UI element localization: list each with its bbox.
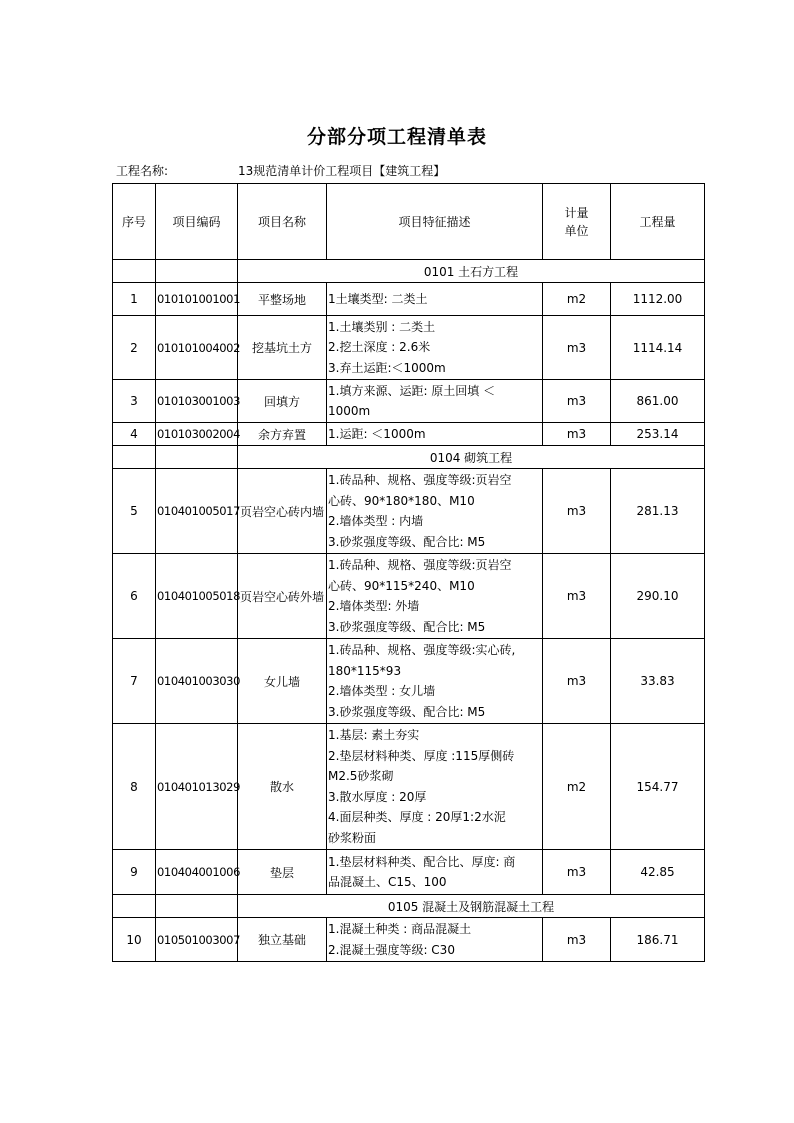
header-unit-line1: 计量 [564,205,589,220]
section-row [113,260,705,283]
desc-line: 4.面层种类、厚度 : 20厚1:2水泥 [328,810,506,824]
section-empty-seq [113,260,156,283]
bill-body [113,260,705,962]
desc-line: 心砖、90*115*240、M10 [328,578,475,593]
page-title: 分部分项工程清单表 [306,126,487,148]
row-unit: m3 [543,316,611,380]
header-seq: 序号 [113,184,156,260]
row-unit: m3 [543,380,611,423]
table-row [113,423,705,446]
table-row [113,283,705,316]
row-code: 010404001006 [156,850,238,895]
row-seq: 7 [113,639,156,724]
section-row [113,446,705,469]
row-code: 010401003030 [156,639,238,724]
row-desc [327,283,543,316]
row-seq: 8 [113,724,156,850]
table-row [113,380,705,423]
row-unit: m3 [543,639,611,724]
row-code: 010103002004 [156,423,238,446]
header-code: 项目编码 [156,184,238,260]
table-row [113,554,705,639]
section-empty-code [156,260,238,283]
row-name: 平整场地 [238,283,327,316]
row-qty: 33.83 [611,639,705,724]
desc-line: 2.混凝土强度等级: C30 [328,942,455,957]
desc-line: 3.弃土运距:＜1000m [328,360,446,375]
project-line [116,162,445,179]
row-seq: 1 [113,283,156,316]
row-name: 独立基础 [238,918,327,962]
row-desc [327,850,543,895]
section-empty-seq [113,895,156,918]
header-name: 项目名称 [238,184,327,260]
desc-line: 2.垫层材料种类、厚度 :115厚侧砖 [328,748,515,763]
row-name: 女儿墙 [238,639,327,724]
section-empty-code [156,895,238,918]
row-seq: 2 [113,316,156,380]
header-row [113,184,705,260]
row-qty: 861.00 [611,380,705,423]
table-row [113,639,705,724]
desc-line: 1000m [328,404,371,418]
row-qty: 42.85 [611,850,705,895]
header-unit-line2: 单位 [564,223,589,238]
row-name: 页岩空心砖内墙 [238,469,327,554]
desc-line: 1.垫层材料种类、配合比、厚度: 商 [328,854,516,869]
row-unit: m3 [543,850,611,895]
desc-line: 1.混凝土种类 : 商品混凝土 [328,922,472,936]
desc-line: 2.挖土深度 : 2.6米 [328,340,431,355]
row-code: 010401005017 [156,469,238,554]
row-code: 010101001001 [156,283,238,316]
row-seq: 4 [113,423,156,446]
bill-table [112,183,705,962]
row-code: 010401013029 [156,724,238,850]
row-code: 010401005018 [156,554,238,639]
desc-line: 1.砖品种、规格、强度等级:页岩空 [328,473,512,487]
row-qty: 154.77 [611,724,705,850]
row-desc [327,639,543,724]
row-name: 页岩空心砖外墙 [238,554,327,639]
project-name-value: 13规范清单计价工程项目【建筑工程】 [238,164,446,178]
desc-line: 1.运距: ＜1000m [328,426,426,441]
desc-line: 1.填方来源、运距: 原土回填 ＜ [328,383,496,398]
desc-line: 品混凝土、C15、100 [328,875,447,889]
desc-line: 2.墙体类型: 外墙 [328,599,420,613]
row-name: 垫层 [238,850,327,895]
desc-line: M2.5砂浆砌 [328,769,394,783]
row-seq: 6 [113,554,156,639]
row-seq: 10 [113,918,156,962]
row-unit: m3 [543,469,611,554]
row-name: 回填方 [238,380,327,423]
row-name: 散水 [238,724,327,850]
row-code: 010103001003 [156,380,238,423]
row-desc [327,423,543,446]
row-code: 010501003007 [156,918,238,962]
row-desc [327,724,543,850]
desc-line: 2.墙体类型 : 女儿墙 [328,684,436,698]
desc-line: 砂浆粉面 [328,830,377,845]
row-qty: 1112.00 [611,283,705,316]
desc-line: 1.土壤类别 : 二类土 [328,319,436,334]
project-name-label: 工程名称: [116,164,169,178]
row-desc [327,918,543,962]
desc-line: 180*115*93 [328,663,402,678]
row-unit: m3 [543,918,611,962]
header-unit [543,184,611,260]
row-qty: 186.71 [611,918,705,962]
section-title: 0105 混凝土及钢筋混凝土工程 [238,895,705,918]
desc-line: 1土壤类型: 二类土 [328,291,428,306]
table-row [113,316,705,380]
desc-line: 心砖、90*180*180、M10 [328,493,475,508]
desc-line: 2.墙体类型 : 内墙 [328,514,424,528]
section-title: 0101 土石方工程 [238,260,705,283]
section-empty-seq [113,446,156,469]
section-title: 0104 砌筑工程 [238,446,705,469]
row-name: 余方弃置 [238,423,327,446]
row-unit: m2 [543,283,611,316]
desc-line: 1.砖品种、规格、强度等级:实心砖, [328,643,516,657]
desc-line: 3.砂浆强度等级、配合比: M5 [328,534,486,549]
desc-line: 3.砂浆强度等级、配合比: M5 [328,619,486,634]
section-row [113,895,705,918]
row-name: 挖基坑土方 [238,316,327,380]
row-seq: 3 [113,380,156,423]
row-desc [327,380,543,423]
row-seq: 9 [113,850,156,895]
row-qty: 253.14 [611,423,705,446]
desc-line: 1.砖品种、规格、强度等级:页岩空 [328,558,512,572]
section-empty-code [156,446,238,469]
header-desc: 项目特征描述 [327,184,543,260]
row-unit: m2 [543,724,611,850]
row-unit: m3 [543,554,611,639]
row-code: 010101004002 [156,316,238,380]
table-row [113,918,705,962]
row-qty: 281.13 [611,469,705,554]
desc-line: 3.砂浆强度等级、配合比: M5 [328,704,486,719]
row-qty: 1114.14 [611,316,705,380]
desc-line: 3.散水厚度 : 20厚 [328,789,427,804]
desc-line: 1.基层: 素土夯实 [328,728,420,742]
row-desc [327,554,543,639]
row-qty: 290.10 [611,554,705,639]
header-qty: 工程量 [611,184,705,260]
table-row [113,469,705,554]
row-seq: 5 [113,469,156,554]
row-desc [327,469,543,554]
table-row [113,850,705,895]
table-row [113,724,705,850]
row-unit: m3 [543,423,611,446]
row-desc [327,316,543,380]
